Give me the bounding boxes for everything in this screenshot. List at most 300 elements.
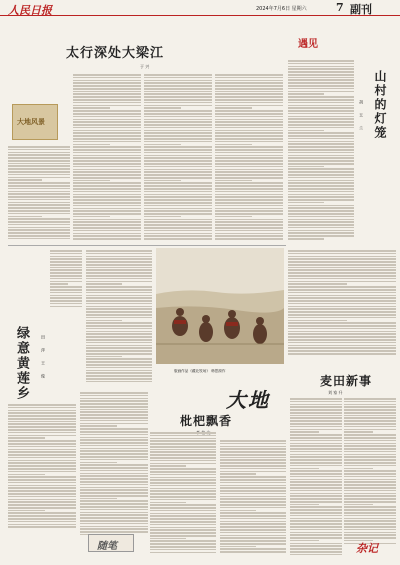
text-line [344,523,396,525]
text-line [288,261,396,263]
text-line [50,272,82,274]
text-line [144,146,212,148]
text-line [215,138,283,140]
text-line [220,540,286,542]
text-line [288,281,396,283]
article-body-a2-col2 [288,250,396,358]
text-line [80,487,148,489]
dadi-calligraphy: 大地 [226,388,270,412]
text-line [80,439,148,441]
text-line [8,465,76,467]
text-line [288,227,354,229]
text-line [290,493,342,495]
text-line [80,395,148,397]
text-line [80,512,148,514]
column-badge-label: 大地风景 [17,117,45,126]
text-line [144,88,212,90]
text-line [80,506,148,508]
text-line [73,141,141,143]
zaji-badge [354,538,396,558]
text-line [80,484,148,486]
text-line [288,149,354,151]
text-line [288,253,396,255]
text-line [220,462,286,464]
text-line [8,196,70,198]
article-body-a3-col1 [86,250,152,386]
text-line [50,295,82,297]
text-line [215,194,283,196]
text-line [290,473,342,475]
text-line [73,233,141,235]
text-line [215,102,283,104]
text-line [86,347,152,349]
text-line [8,185,70,187]
text-line [288,216,354,218]
text-line [150,485,216,487]
text-line [86,331,152,333]
text-line [8,177,70,179]
text-line [144,160,212,162]
text-line [215,188,283,190]
text-line [220,465,286,467]
text-line [80,409,148,411]
text-line [73,99,141,101]
text-line [150,532,216,534]
text-line [288,224,354,226]
text-line [288,74,354,76]
text-line [215,199,283,201]
text-line [144,141,212,143]
text-line [288,182,354,184]
text-line [220,448,286,450]
text-line [8,496,76,498]
text-line [290,426,342,428]
text-line [144,130,212,132]
text-line [80,414,148,416]
text-line [288,174,354,176]
text-line [144,174,212,176]
text-line [150,468,216,470]
text-line [215,119,283,121]
text-line [73,113,141,115]
text-line [80,442,148,444]
article-title-daliangjiang: 太行深处大梁江 [66,46,165,61]
text-line [73,182,141,184]
text-line [73,230,141,232]
text-line [8,518,76,520]
text-line [344,437,396,439]
text-line [344,398,396,400]
text-line [150,474,216,476]
text-line [73,77,141,79]
text-line [80,531,148,533]
article-body-a3-col0 [50,250,82,310]
text-line [86,370,152,372]
text-line [144,102,212,104]
text-line [50,267,82,269]
text-line [8,504,76,506]
text-line [50,278,82,280]
text-line [220,443,286,445]
text-line [144,116,212,118]
text-line [288,221,354,223]
text-line [150,507,216,509]
text-line [144,238,212,240]
text-line [150,471,216,473]
text-line [288,196,354,198]
text-line [144,196,212,198]
text-line [288,278,396,280]
text-line [290,501,342,503]
column-yujian-label: 遇见 [298,39,318,50]
text-line [220,543,286,545]
text-line [80,417,148,419]
text-line [150,513,216,515]
text-line [220,473,256,475]
text-line [8,179,42,181]
text-line [73,157,141,159]
text-line [220,535,286,537]
text-line [220,515,286,517]
text-line [86,258,152,260]
text-line [344,493,396,495]
text-line [73,227,141,229]
text-line [80,514,148,516]
text-line [215,191,283,193]
text-line [50,286,82,288]
text-line [80,392,148,394]
text-line [288,286,396,288]
text-line [80,503,148,505]
text-line [288,238,324,240]
text-line [290,423,342,425]
text-line [73,216,110,218]
text-line [344,423,396,425]
text-line [73,130,141,132]
text-line [144,169,212,171]
text-line [144,96,212,98]
text-line [86,256,152,258]
text-line [8,451,76,453]
text-line [344,490,396,492]
text-line [215,99,283,101]
text-line [73,88,141,90]
text-line [150,482,216,484]
text-line [288,138,354,140]
text-line [220,440,286,442]
text-line [220,490,286,492]
text-line [290,540,319,542]
text-line [344,515,396,517]
author-huyulan: 胡 玉 兰 [359,100,364,132]
text-line [144,132,212,134]
text-line [290,462,342,464]
text-line [288,168,354,170]
text-line [290,520,342,522]
text-line [344,520,396,522]
text-line [220,482,286,484]
text-line [288,325,396,327]
text-line [290,434,342,436]
text-line [80,528,148,530]
text-line [8,524,76,526]
text-line [344,518,396,520]
text-line [8,512,76,514]
text-line [215,77,283,79]
text-line [73,93,141,95]
text-line [288,235,354,237]
text-line [220,523,286,525]
text-line [86,345,152,347]
text-line [150,432,216,434]
text-line [144,208,212,210]
text-line [86,261,152,263]
text-line [86,311,152,313]
text-line [73,96,141,98]
text-line [215,144,252,146]
text-line [8,191,70,193]
text-line [144,235,212,237]
text-line [8,479,76,481]
text-line [288,207,354,209]
illustration-svg [156,248,284,364]
text-line [290,518,342,520]
text-line [144,124,212,126]
text-line [290,481,342,483]
text-line [288,180,354,182]
text-line [144,224,212,226]
text-line [215,146,283,148]
text-line [144,127,212,129]
text-line [80,448,148,450]
text-line [144,210,212,212]
text-line [215,182,283,184]
text-line [288,77,354,79]
text-line [73,210,141,212]
text-line [144,107,181,109]
text-line [8,485,76,487]
text-line [288,88,354,90]
text-line [50,250,82,252]
text-line [215,149,283,151]
text-line [290,484,342,486]
text-line [288,132,354,134]
text-line [8,510,45,512]
column-badge-dadi-fengjing [12,104,58,140]
text-line [8,432,76,434]
text-line [288,82,354,84]
text-line [8,224,70,226]
text-line [86,269,152,271]
article-body-a1-col2 [73,74,141,242]
text-line [288,146,354,148]
text-line [288,152,354,154]
text-line [288,289,396,291]
text-line [8,216,42,218]
text-line [220,521,286,523]
text-line [86,303,152,305]
article-body-a1-col4 [215,74,283,242]
text-line [344,529,396,531]
text-line [144,233,212,235]
text-line [290,529,342,531]
text-line [344,473,396,475]
article-body-a3-col3 [80,392,148,538]
text-line [144,166,212,168]
text-line [86,289,152,291]
text-line [8,410,76,412]
text-line [288,322,396,324]
text-line [8,160,70,162]
text-line [215,116,283,118]
text-line [344,417,396,419]
text-line [150,540,216,542]
text-line [73,221,141,223]
text-line [288,191,354,193]
text-line [86,361,152,363]
text-line [215,216,252,218]
text-line [150,502,186,504]
text-line [8,188,70,190]
suibi-label: 随笔 [97,541,117,552]
text-line [288,230,354,232]
text-line [80,445,148,447]
text-line [8,501,76,503]
text-line [288,345,396,347]
text-line [8,474,45,476]
text-line [288,66,354,68]
text-line [220,493,286,495]
text-line [73,155,141,157]
text-line [150,496,216,498]
text-line [215,127,283,129]
issue-date: 2024年7月6日 星期六 [256,6,307,12]
text-line [288,199,354,201]
text-line [144,93,212,95]
masthead [0,0,400,16]
text-line [220,537,286,539]
text-line [288,118,354,120]
text-line [144,91,212,93]
text-line [288,250,396,252]
text-line [86,314,152,316]
text-line [215,93,283,95]
text-line [73,82,141,84]
text-line [144,74,212,76]
text-line [215,124,283,126]
text-line [8,213,70,215]
text-line [80,509,148,511]
text-line [290,429,342,431]
text-line [73,102,141,104]
text-line [290,498,342,500]
text-line [288,99,354,101]
text-line [73,202,141,204]
text-line [288,292,396,294]
text-line [288,135,354,137]
text-line [8,221,70,223]
text-line [8,460,76,462]
text-line [144,227,212,229]
text-line [8,454,76,456]
text-line [288,124,354,126]
text-line [86,320,122,322]
text-line [290,504,319,506]
text-line [150,465,186,467]
text-line [8,202,70,204]
text-line [344,456,396,458]
text-line [50,269,82,271]
text-line [8,165,70,167]
text-line [80,423,148,425]
section-name: 副刊 [350,3,372,16]
text-line [8,507,76,509]
text-line [288,110,354,112]
text-line [86,381,152,383]
text-line [144,135,212,137]
text-line [73,163,141,165]
text-line [8,437,45,439]
text-line [86,378,152,380]
text-line [86,350,152,352]
text-line [150,510,216,512]
text-line [344,470,396,472]
text-line [215,132,283,134]
text-line [86,325,152,327]
text-line [144,138,212,140]
text-line [150,521,216,523]
text-line [144,85,212,87]
text-line [215,141,283,143]
text-line [288,194,354,196]
text-line [288,141,354,143]
text-line [8,182,70,184]
text-line [50,258,82,260]
text-line [288,185,354,187]
text-line [73,166,141,168]
text-line [150,499,216,501]
text-line [144,194,212,196]
text-line [73,208,141,210]
text-line [86,358,152,360]
text-line [215,171,283,173]
text-line [344,440,396,442]
text-line [344,426,396,428]
article-body-a4-col2 [344,398,396,548]
text-line [80,453,148,455]
text-line [344,476,396,478]
text-line [144,105,212,107]
text-line [73,110,141,112]
text-line [288,272,396,274]
text-line [290,445,342,447]
text-line [288,347,396,349]
text-line [73,144,110,146]
text-line [220,468,286,470]
text-line [8,499,76,501]
text-line [220,551,286,553]
text-line [80,478,148,480]
suibi-badge [88,534,134,552]
text-line [73,107,110,109]
text-line [290,448,342,450]
text-line [344,504,373,506]
text-line [288,350,396,352]
text-line [73,121,141,123]
text-line [144,213,212,215]
text-line [290,451,342,453]
text-line [8,490,76,492]
